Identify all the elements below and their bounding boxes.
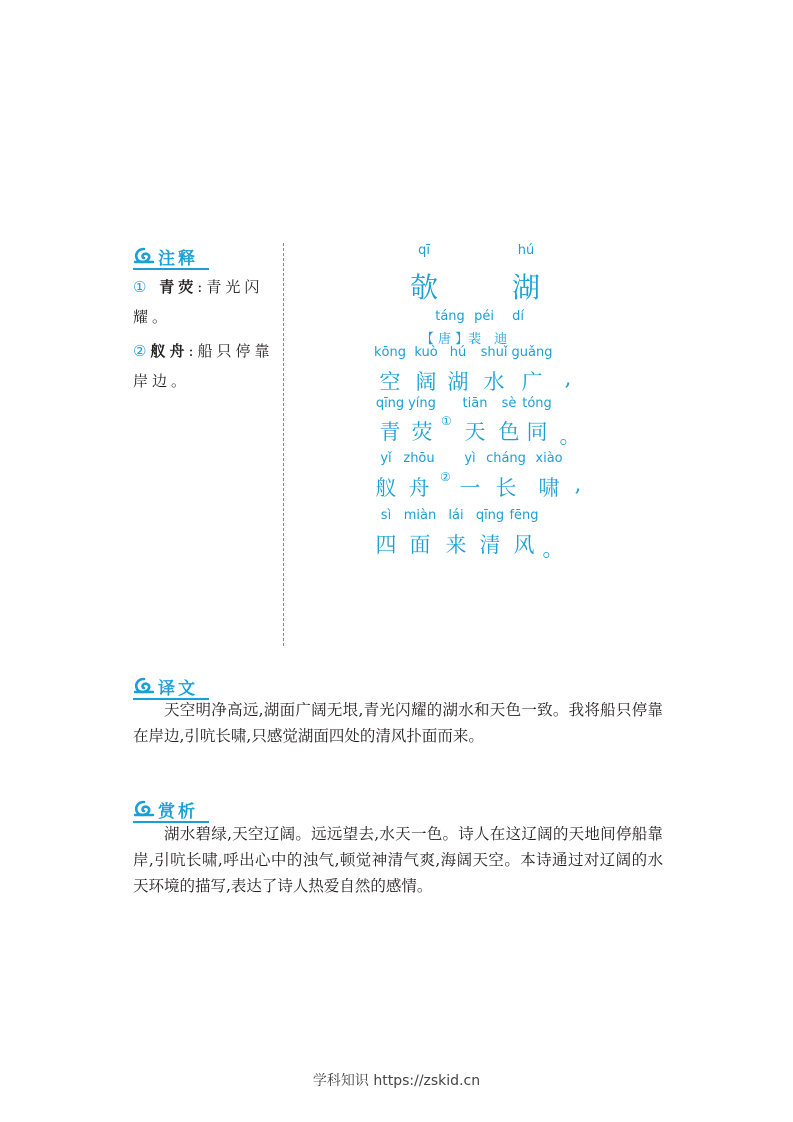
poem-char: 湖 — [447, 370, 469, 394]
pinyin: sè — [501, 396, 517, 411]
pinyin: fēng — [509, 508, 539, 523]
notes-list — [133, 272, 275, 396]
note-item — [133, 272, 275, 332]
poem-char: 清 — [479, 533, 501, 557]
punctuation: 。 — [559, 424, 581, 448]
poem-char: 阔 — [415, 370, 437, 394]
poem-char: 风 — [513, 533, 535, 557]
footnote-marker: ② — [440, 470, 451, 484]
poem-char: 来 — [445, 533, 467, 557]
note-term: 青荧 — [159, 278, 198, 296]
punctuation: , — [574, 472, 582, 496]
note-term: 舣舟 — [150, 342, 189, 360]
poem-char: 啸 — [538, 476, 560, 500]
poem-char: 荧 — [411, 420, 433, 444]
note-item — [133, 336, 275, 396]
pinyin: yì — [464, 451, 476, 466]
pinyin: qī — [418, 243, 430, 258]
appreciation-heading-text: 赏析 — [158, 801, 198, 822]
poem-char: 空 — [379, 370, 401, 394]
pinyin: shuǐ — [480, 345, 508, 360]
pinyin: cháng — [486, 451, 526, 466]
translation-heading-text: 译文 — [158, 678, 198, 699]
poem-char: 青 — [379, 420, 401, 444]
pinyin: lái — [448, 508, 464, 523]
poem-char: 四 — [375, 533, 397, 557]
poem-char: 同 — [526, 420, 548, 444]
pinyin: yǐ — [380, 451, 392, 466]
poem-char: 广 — [521, 370, 543, 394]
notes-heading-text: 注释 — [158, 248, 198, 269]
note-separator: : — [197, 278, 207, 296]
appreciation-text: 湖水碧绿,天空辽阔。远远望去,水天一色。诗人在这辽阔的天地间停船靠岸,引吭长啸,呼出心中的浊气,顿觉神清气爽,海阔天空。本诗通过对辽阔的水天环境的描写,表达了诗人热爱自然的感情。 — [133, 825, 663, 895]
note-text: 船只停靠岸边。 — [133, 342, 274, 390]
note-number: ② — [133, 342, 151, 360]
pinyin: xiào — [535, 451, 563, 466]
punctuation: 。 — [542, 537, 564, 561]
pinyin: dí — [512, 309, 524, 324]
pinyin: hú — [517, 243, 535, 258]
pinyin: táng — [435, 309, 465, 324]
notes-heading — [133, 245, 198, 267]
pinyin: hú — [449, 345, 467, 360]
pinyin: guǎng — [511, 345, 553, 360]
swirl-icon — [133, 247, 155, 265]
poem-char: 色 — [498, 420, 520, 444]
appreciation-heading — [133, 798, 198, 820]
poem-char: 水 — [483, 370, 505, 394]
note-text: 青光闪耀。 — [133, 278, 264, 326]
pinyin: péi — [474, 309, 494, 324]
author: 【 唐 】裴 迪 — [420, 332, 508, 347]
translation-text: 天空明净高远,湖面广阔无垠,青光闪耀的湖水和天色一致。我将船只停靠在岸边,引吭长啸,只感觉湖面四处的清风扑面而来。 — [133, 701, 663, 745]
poem-char: 舣 — [375, 476, 397, 500]
poem-char: 天 — [464, 420, 486, 444]
pinyin: zhōu — [403, 451, 435, 466]
heading-underline — [133, 268, 209, 270]
punctuation: , — [564, 366, 572, 390]
column-divider — [283, 243, 284, 646]
pinyin: yíng — [408, 396, 436, 411]
note-number: ① — [133, 278, 151, 296]
title-char: 欹 — [409, 271, 439, 304]
pinyin: tóng — [522, 396, 552, 411]
translation-heading — [133, 675, 198, 697]
swirl-icon — [133, 677, 155, 695]
pinyin: miàn — [403, 508, 437, 523]
pinyin: qīng — [475, 508, 505, 523]
pinyin: kuò — [414, 345, 438, 360]
pinyin: tiān — [462, 396, 488, 411]
poem-char: 舟 — [408, 476, 430, 500]
title-char: 湖 — [511, 271, 541, 304]
swirl-icon — [133, 800, 155, 818]
note-separator: : — [188, 342, 198, 360]
poem-char: 长 — [495, 476, 517, 500]
pinyin: kōng — [374, 345, 406, 360]
poem-char: 一 — [459, 476, 481, 500]
footer-source: 学科知识 https://zskid.cn — [312, 1073, 481, 1089]
pinyin: qīng — [375, 396, 405, 411]
pinyin: sì — [380, 508, 392, 523]
poem-char: 面 — [409, 533, 431, 557]
footnote-marker: ① — [441, 414, 452, 428]
